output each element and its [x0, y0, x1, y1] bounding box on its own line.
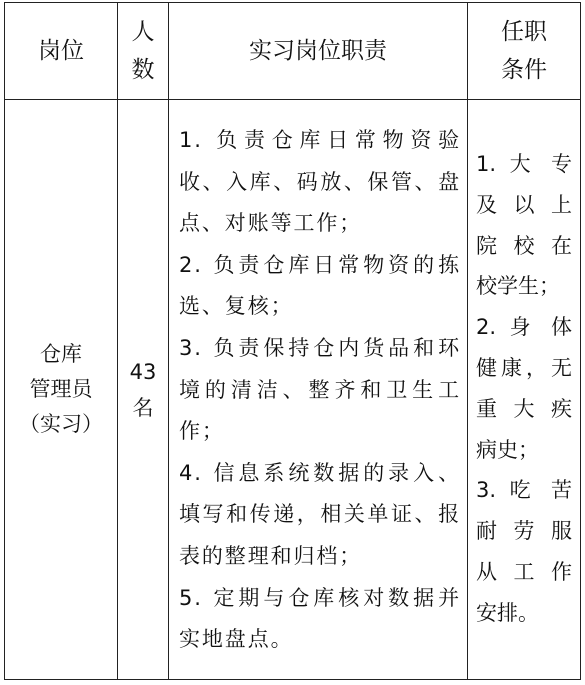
duty-item: 2. 负责仓库日常物资的拣选、复核；: [179, 252, 461, 319]
duty-item: 5. 定期与仓库核对数据并实地盘点。: [179, 585, 461, 652]
count-unit: 名: [132, 395, 154, 420]
count-number: 43: [129, 359, 157, 384]
table-row: [5, 100, 581, 680]
header-position: [5, 3, 118, 100]
position-line: 管理员: [29, 377, 93, 401]
requirement-item: [476, 470, 572, 633]
requirement-line: 安排。: [476, 600, 539, 625]
duty-item: 4. 信息系统数据的录入、填写和传递，相关单证、报表的整理和归档；: [179, 460, 461, 568]
count-cell: [118, 100, 169, 680]
requirement-line: 从 工 作: [476, 559, 572, 584]
position-line: 仓库: [40, 342, 82, 366]
requirement-line: 校学生；: [476, 274, 560, 299]
requirement-item: [476, 144, 572, 307]
header-row: [5, 3, 581, 100]
header-requirements-label-2: 条件: [501, 57, 547, 83]
requirements-cell: [468, 100, 581, 680]
requirement-line: 1. 大 专: [476, 152, 572, 176]
position-line: （实习）: [19, 412, 103, 436]
duties-cell: [169, 100, 468, 680]
position-cell: [5, 100, 118, 680]
header-requirements: [468, 3, 581, 100]
job-table: [4, 2, 581, 680]
requirement-line: 及 以 上: [476, 192, 572, 217]
header-duties-label: 实习岗位职责: [249, 38, 387, 64]
duty-item: 1. 负责仓库日常物资验收、入库、码放、保管、盘点、对账等工作；: [179, 128, 461, 236]
header-position-label: 岗位: [38, 38, 84, 64]
requirement-line: 3. 吃 苦: [476, 478, 572, 503]
requirement-line: 健康，无: [476, 355, 572, 380]
header-count-label-1: 人: [131, 19, 155, 45]
requirement-line: 院 校 在: [476, 233, 572, 258]
requirement-line: 病史；: [476, 437, 539, 462]
requirement-line: 重 大 疾: [476, 396, 572, 421]
header-requirements-label-1: 任职: [501, 19, 547, 45]
duty-item: 3. 负责保持仓内货品和环境的清洁、整齐和卫生工作；: [179, 335, 461, 444]
header-count: [118, 3, 169, 100]
requirement-line: 耐 劳 服: [476, 519, 572, 544]
requirement-line: 2. 身 体: [476, 315, 572, 340]
header-count-label-2: 数: [131, 57, 155, 83]
requirement-item: [476, 307, 572, 470]
header-duties: [169, 3, 468, 100]
